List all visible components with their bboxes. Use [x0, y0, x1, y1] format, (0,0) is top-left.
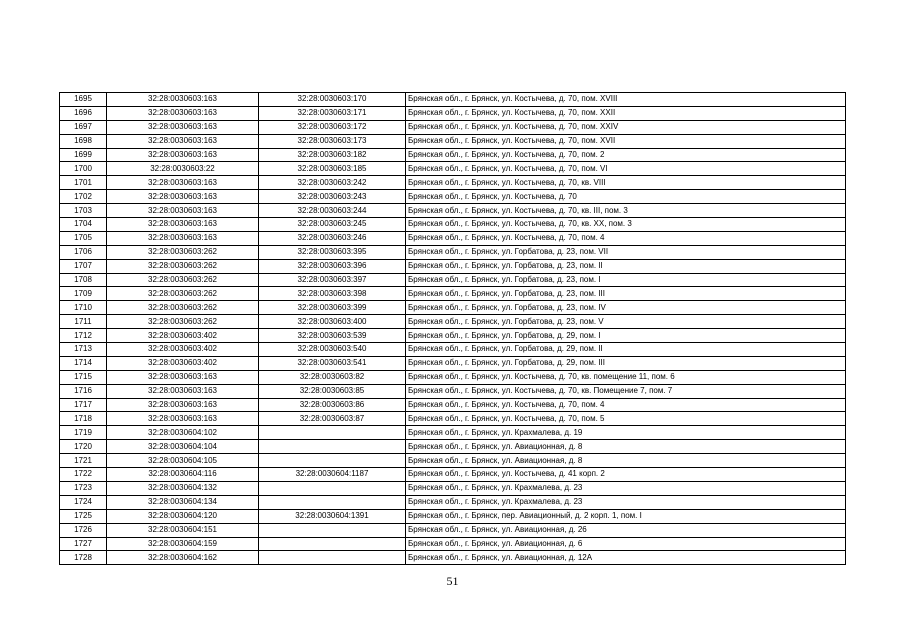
address-cell: Брянская обл., г. Брянск, ул. Горбатова, д. 23, пом. I — [406, 273, 846, 287]
row-number-cell: 1720 — [60, 440, 107, 454]
address-cell: Брянская обл., г. Брянск, ул. Горбатова, д. 23, пом. IV — [406, 301, 846, 315]
address-cell: Брянская обл., г. Брянск, ул. Авиационная, д. 12А — [406, 551, 846, 565]
table-row — [60, 204, 846, 218]
cadastral-number-cell — [259, 440, 406, 454]
cadastral-number-cell: 32:28:0030603:82 — [259, 370, 406, 384]
table-row — [60, 259, 846, 273]
parent-cadastral-cell: 32:28:0030604:102 — [107, 426, 259, 440]
row-number-cell: 1726 — [60, 523, 107, 537]
address-cell: Брянская обл., г. Брянск, ул. Костычева, д. 70, кв. III, пом. 3 — [406, 204, 846, 218]
parent-cadastral-cell: 32:28:0030603:163 — [107, 134, 259, 148]
cadastral-number-cell: 32:28:0030603:399 — [259, 301, 406, 315]
address-cell: Брянская обл., г. Брянск, ул. Костычева, д. 70, пом. 4 — [406, 231, 846, 245]
table-row — [60, 245, 846, 259]
address-cell: Брянская обл., г. Брянск, ул. Горбатова, д. 23, пом. II — [406, 259, 846, 273]
address-cell: Брянская обл., г. Брянск, ул. Авиационная, д. 8 — [406, 454, 846, 468]
row-number-cell: 1706 — [60, 245, 107, 259]
row-number-cell: 1711 — [60, 315, 107, 329]
address-cell: Брянская обл., г. Брянск, ул. Костычева, д. 70, пом. XXIV — [406, 120, 846, 134]
parent-cadastral-cell: 32:28:0030604:105 — [107, 454, 259, 468]
row-number-cell: 1698 — [60, 134, 107, 148]
table-row — [60, 495, 846, 509]
table-row — [60, 106, 846, 120]
parent-cadastral-cell: 32:28:0030604:132 — [107, 481, 259, 495]
cadastral-number-cell: 32:28:0030603:540 — [259, 343, 406, 357]
cadastral-number-cell: 32:28:0030603:85 — [259, 384, 406, 398]
table-row — [60, 343, 846, 357]
address-cell: Брянская обл., г. Брянск, ул. Костычева, д. 70, кв. XX, пом. 3 — [406, 218, 846, 232]
cadastral-number-cell — [259, 426, 406, 440]
address-cell: Брянская обл., г. Брянск, ул. Костычева, д. 70, кв. помещение 11, пом. 6 — [406, 370, 846, 384]
cadastral-number-cell: 32:28:0030603:541 — [259, 356, 406, 370]
row-number-cell: 1723 — [60, 481, 107, 495]
page-number: 51 — [446, 574, 459, 588]
parent-cadastral-cell: 32:28:0030603:163 — [107, 148, 259, 162]
address-cell: Брянская обл., г. Брянск, ул. Горбатова, д. 23, пом. V — [406, 315, 846, 329]
table-row — [60, 218, 846, 232]
table-row — [60, 120, 846, 134]
address-cell: Брянская обл., г. Брянск, пер. Авиационный, д. 2 корп. 1, пом. I — [406, 509, 846, 523]
table-row — [60, 190, 846, 204]
cadastral-number-cell: 32:28:0030603:243 — [259, 190, 406, 204]
address-cell: Брянская обл., г. Брянск, ул. Горбатова, д. 23, пом. VII — [406, 245, 846, 259]
parent-cadastral-cell: 32:28:0030603:262 — [107, 301, 259, 315]
table-row — [60, 176, 846, 190]
cadastral-register-table — [59, 92, 846, 565]
row-number-cell: 1699 — [60, 148, 107, 162]
row-number-cell: 1716 — [60, 384, 107, 398]
row-number-cell: 1722 — [60, 468, 107, 482]
parent-cadastral-cell: 32:28:0030603:163 — [107, 384, 259, 398]
table-row — [60, 329, 846, 343]
parent-cadastral-cell: 32:28:0030604:159 — [107, 537, 259, 551]
cadastral-number-cell: 32:28:0030604:1187 — [259, 468, 406, 482]
row-number-cell: 1697 — [60, 120, 107, 134]
row-number-cell: 1727 — [60, 537, 107, 551]
cadastral-number-cell: 32:28:0030603:171 — [259, 106, 406, 120]
cadastral-number-cell: 32:28:0030603:242 — [259, 176, 406, 190]
address-cell: Брянская обл., г. Брянск, ул. Костычева, д. 70, кв. Помещение 7, пом. 7 — [406, 384, 846, 398]
address-cell: Брянская обл., г. Брянск, ул. Костычева, д. 70 — [406, 190, 846, 204]
row-number-cell: 1710 — [60, 301, 107, 315]
table-row — [60, 273, 846, 287]
address-cell: Брянская обл., г. Брянск, ул. Горбатова, д. 29, пом. II — [406, 343, 846, 357]
cadastral-number-cell: 32:28:0030603:400 — [259, 315, 406, 329]
parent-cadastral-cell: 32:28:0030603:163 — [107, 370, 259, 384]
table-row — [60, 481, 846, 495]
table-row — [60, 412, 846, 426]
row-number-cell: 1702 — [60, 190, 107, 204]
table-row — [60, 162, 846, 176]
table-row — [60, 148, 846, 162]
parent-cadastral-cell: 32:28:0030604:120 — [107, 509, 259, 523]
cadastral-number-cell: 32:28:0030603:172 — [259, 120, 406, 134]
table-row — [60, 370, 846, 384]
address-cell: Брянская обл., г. Брянск, ул. Костычева, д. 70, пом. 4 — [406, 398, 846, 412]
address-cell: Брянская обл., г. Брянск, ул. Костычева, д. 70, пом. XVII — [406, 134, 846, 148]
parent-cadastral-cell: 32:28:0030603:163 — [107, 176, 259, 190]
parent-cadastral-cell: 32:28:0030603:402 — [107, 343, 259, 357]
address-cell: Брянская обл., г. Брянск, ул. Горбатова, д. 29, пом. III — [406, 356, 846, 370]
address-cell: Брянская обл., г. Брянск, ул. Костычева, д. 70, кв. VIII — [406, 176, 846, 190]
cadastral-number-cell: 32:28:0030603:244 — [259, 204, 406, 218]
cadastral-number-cell — [259, 551, 406, 565]
row-number-cell: 1701 — [60, 176, 107, 190]
row-number-cell: 1718 — [60, 412, 107, 426]
parent-cadastral-cell: 32:28:0030603:163 — [107, 204, 259, 218]
address-cell: Брянская обл., г. Брянск, ул. Крахмалева, д. 19 — [406, 426, 846, 440]
cadastral-number-cell: 32:28:0030603:539 — [259, 329, 406, 343]
parent-cadastral-cell: 32:28:0030603:402 — [107, 356, 259, 370]
row-number-cell: 1705 — [60, 231, 107, 245]
parent-cadastral-cell: 32:28:0030603:262 — [107, 315, 259, 329]
parent-cadastral-cell: 32:28:0030603:262 — [107, 287, 259, 301]
row-number-cell: 1700 — [60, 162, 107, 176]
table-row — [60, 315, 846, 329]
table-row — [60, 356, 846, 370]
row-number-cell: 1721 — [60, 454, 107, 468]
row-number-cell: 1717 — [60, 398, 107, 412]
row-number-cell: 1719 — [60, 426, 107, 440]
parent-cadastral-cell: 32:28:0030603:262 — [107, 245, 259, 259]
cadastral-number-cell — [259, 454, 406, 468]
row-number-cell: 1715 — [60, 370, 107, 384]
address-cell: Брянская обл., г. Брянск, ул. Горбатова, д. 23, пом. III — [406, 287, 846, 301]
parent-cadastral-cell: 32:28:0030604:151 — [107, 523, 259, 537]
cadastral-number-cell: 32:28:0030603:170 — [259, 93, 406, 107]
row-number-cell: 1725 — [60, 509, 107, 523]
table-row — [60, 384, 846, 398]
cadastral-number-cell — [259, 523, 406, 537]
parent-cadastral-cell: 32:28:0030603:163 — [107, 231, 259, 245]
table-row — [60, 551, 846, 565]
table-row — [60, 523, 846, 537]
table-row — [60, 134, 846, 148]
cadastral-number-cell: 32:28:0030603:86 — [259, 398, 406, 412]
parent-cadastral-cell: 32:28:0030603:262 — [107, 259, 259, 273]
row-number-cell: 1714 — [60, 356, 107, 370]
cadastral-number-cell — [259, 537, 406, 551]
table-row — [60, 398, 846, 412]
address-cell: Брянская обл., г. Брянск, ул. Авиационная, д. 6 — [406, 537, 846, 551]
row-number-cell: 1713 — [60, 343, 107, 357]
address-cell: Брянская обл., г. Брянск, ул. Крахмалева, д. 23 — [406, 495, 846, 509]
row-number-cell: 1696 — [60, 106, 107, 120]
table-row — [60, 537, 846, 551]
cadastral-number-cell: 32:28:0030603:173 — [259, 134, 406, 148]
address-cell: Брянская обл., г. Брянск, ул. Костычева, д. 41 корп. 2 — [406, 468, 846, 482]
table-row — [60, 231, 846, 245]
address-cell: Брянская обл., г. Брянск, ул. Костычева, д. 70, пом. VI — [406, 162, 846, 176]
cadastral-number-cell: 32:28:0030603:397 — [259, 273, 406, 287]
row-number-cell: 1704 — [60, 218, 107, 232]
row-number-cell: 1709 — [60, 287, 107, 301]
row-number-cell: 1703 — [60, 204, 107, 218]
parent-cadastral-cell: 32:28:0030603:163 — [107, 218, 259, 232]
cadastral-number-cell: 32:28:0030603:182 — [259, 148, 406, 162]
parent-cadastral-cell: 32:28:0030603:262 — [107, 273, 259, 287]
cadastral-number-cell: 32:28:0030603:185 — [259, 162, 406, 176]
row-number-cell: 1724 — [60, 495, 107, 509]
row-number-cell: 1728 — [60, 551, 107, 565]
parent-cadastral-cell: 32:28:0030603:163 — [107, 398, 259, 412]
cadastral-number-cell — [259, 481, 406, 495]
cadastral-number-cell: 32:28:0030603:87 — [259, 412, 406, 426]
address-cell: Брянская обл., г. Брянск, ул. Горбатова, д. 29, пом. I — [406, 329, 846, 343]
address-cell: Брянская обл., г. Брянск, ул. Костычева, д. 70, пом. 5 — [406, 412, 846, 426]
cadastral-number-cell: 32:28:0030603:398 — [259, 287, 406, 301]
row-number-cell: 1707 — [60, 259, 107, 273]
row-number-cell: 1695 — [60, 93, 107, 107]
cadastral-number-cell: 32:28:0030603:396 — [259, 259, 406, 273]
table-row — [60, 440, 846, 454]
table-row — [60, 287, 846, 301]
parent-cadastral-cell: 32:28:0030603:163 — [107, 106, 259, 120]
address-cell: Брянская обл., г. Брянск, ул. Костычева, д. 70, пом. XVIII — [406, 93, 846, 107]
cadastral-number-cell — [259, 495, 406, 509]
address-cell: Брянская обл., г. Брянск, ул. Костычева, д. 70, пом. XXII — [406, 106, 846, 120]
address-cell: Брянская обл., г. Брянск, ул. Авиационная, д. 26 — [406, 523, 846, 537]
parent-cadastral-cell: 32:28:0030604:134 — [107, 495, 259, 509]
table-body — [60, 93, 846, 565]
cadastral-number-cell: 32:28:0030604:1391 — [259, 509, 406, 523]
cadastral-number-cell: 32:28:0030603:395 — [259, 245, 406, 259]
cadastral-number-cell: 32:28:0030603:245 — [259, 218, 406, 232]
table-row — [60, 468, 846, 482]
cadastral-number-cell: 32:28:0030603:246 — [259, 231, 406, 245]
parent-cadastral-cell: 32:28:0030604:104 — [107, 440, 259, 454]
parent-cadastral-cell: 32:28:0030603:22 — [107, 162, 259, 176]
address-cell: Брянская обл., г. Брянск, ул. Крахмалева, д. 23 — [406, 481, 846, 495]
row-number-cell: 1712 — [60, 329, 107, 343]
parent-cadastral-cell: 32:28:0030604:162 — [107, 551, 259, 565]
table-row — [60, 509, 846, 523]
table-row — [60, 93, 846, 107]
parent-cadastral-cell: 32:28:0030603:163 — [107, 190, 259, 204]
table-row — [60, 454, 846, 468]
parent-cadastral-cell: 32:28:0030603:163 — [107, 412, 259, 426]
address-cell: Брянская обл., г. Брянск, ул. Авиационная, д. 8 — [406, 440, 846, 454]
parent-cadastral-cell: 32:28:0030604:116 — [107, 468, 259, 482]
parent-cadastral-cell: 32:28:0030603:163 — [107, 93, 259, 107]
parent-cadastral-cell: 32:28:0030603:402 — [107, 329, 259, 343]
parent-cadastral-cell: 32:28:0030603:163 — [107, 120, 259, 134]
table-row — [60, 301, 846, 315]
address-cell: Брянская обл., г. Брянск, ул. Костычева, д. 70, пом. 2 — [406, 148, 846, 162]
row-number-cell: 1708 — [60, 273, 107, 287]
table-row — [60, 426, 846, 440]
